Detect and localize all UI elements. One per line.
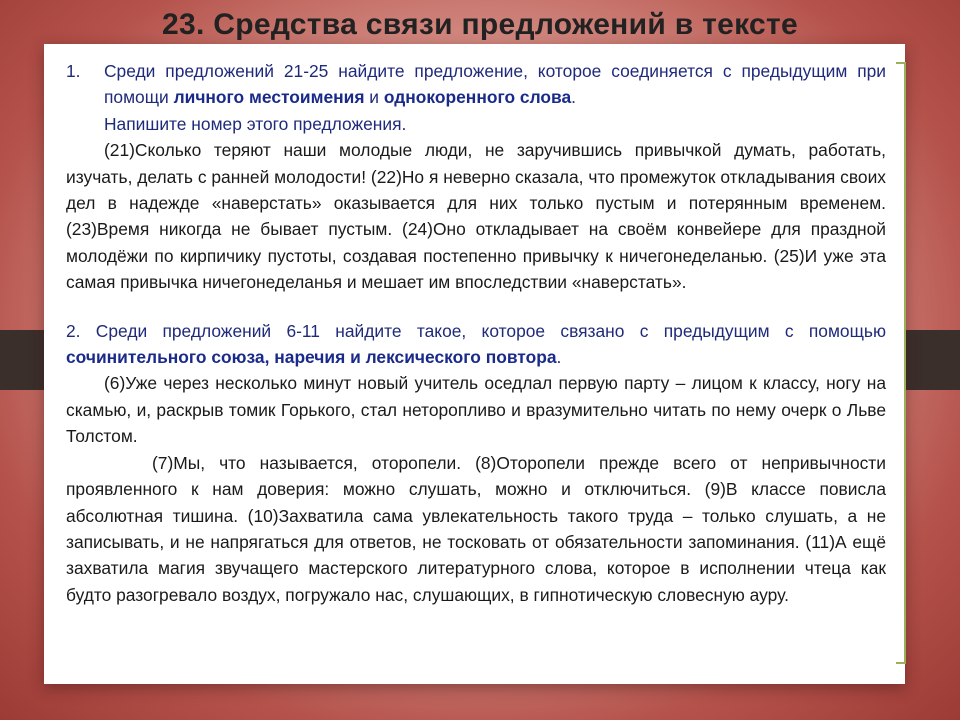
decorative-band-right	[905, 330, 960, 390]
task1-number: 1.	[66, 61, 81, 81]
task2-prefix: 2. Среди предложений 6-11 найдите такое, которое связано с предыдущим с помощью	[66, 320, 886, 341]
decorative-bracket	[896, 62, 906, 664]
task2-question	[66, 318, 886, 371]
task1-suffix: .	[571, 87, 576, 108]
task1-mid: и	[364, 87, 384, 108]
task1-instruction: Напишите номер этого предложения.	[104, 113, 407, 134]
slide-content	[66, 58, 886, 608]
task1-text: (21)Сколько теряют наши молодые люди, не заручившись привычкой думать, работать, изучать, делать с ранней молодости! (22)Но я неверно сказала, что промежуток откладывания своих дел в надежде «наверстать» оказывается для них только пустым и потерянным временем. (23)Время никогда не бывает пустым. (24)Оно откладывает на своём конвейере для праздной молодёжи по кирпичику пустоты, создавая постепенно привычку к ничегонеделанью. (25)И уже эта самая привычка ничегонеделанья и мешает им впоследствии «наверстать».	[66, 140, 886, 293]
slide-title: 23. Средства связи предложений в тексте	[162, 8, 798, 41]
task2-text-2: (7)Мы, что называется, оторопели. (8)Оторопели прежде всего от непривычности проявленного к нам доверия: можно слушать, можно и отключиться. (9)В классе повисла абсолютная тишина. (10)Захватила сама увлекательность такого труда – только слушать, а не записывать, и не напрягаться для ответов, не тосковать от обязательности запоминания. (11)А ещё захватила магия звучащего мастерского литературного слова, которое в исполнении чтеца как будто разогревало воздух, погружало нас, слушающих, в гипнотическую словесную ауру.	[66, 452, 886, 605]
task1-keyword-2: однокоренного слова	[383, 87, 572, 108]
task2-text-1: (6)Уже через несколько минут новый учитель оседлал первую парту – лицом к классу, ногу на скамью, и, раскрыв томик Горького, стал неторопливо и вразумительно читать по нему очерк о Льве Толстом.	[66, 373, 886, 447]
task1-keyword-1: личного местоимения	[173, 87, 365, 108]
task1-question	[66, 58, 886, 137]
decorative-band-left	[0, 330, 44, 390]
task1-prefix: Среди предложений 21-25 найдите предложение, которое соединяется с предыдущим при помощи	[104, 61, 886, 108]
task2-keywords: сочинительного союза, наречия и лексического повтора	[66, 347, 557, 368]
task2-suffix: .	[556, 347, 562, 368]
